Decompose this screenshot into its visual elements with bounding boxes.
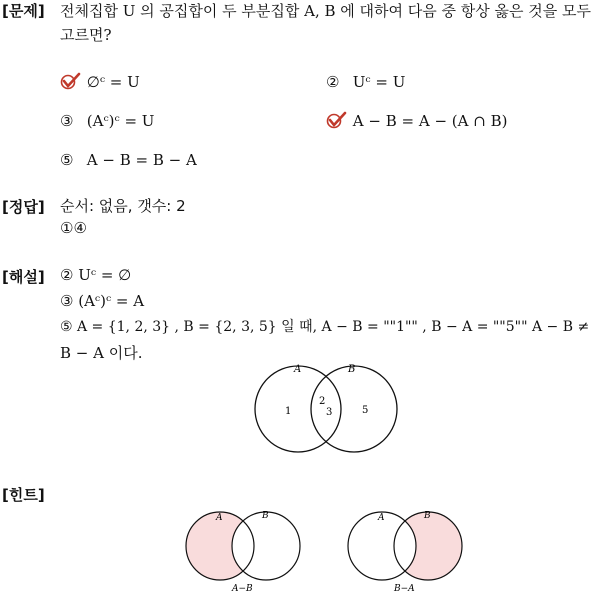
answer-line2: ①④: [60, 219, 87, 237]
answer-tag: [정답]: [2, 198, 45, 216]
check-mark-icon: [60, 72, 82, 90]
explanation-line1: ② Uᶜ = ∅: [60, 266, 132, 284]
venn-circle-b: [311, 366, 397, 452]
option-5-num: ⑤: [60, 151, 74, 169]
explanation-tag: [해설]: [2, 268, 45, 286]
hint2-label-a: A: [378, 513, 385, 523]
explanation-line4: B − A 이다.: [60, 344, 143, 362]
venn-diagram-a-minus-b: [180, 506, 310, 592]
hint2-label-b: B: [424, 511, 431, 521]
option-3-num: ③: [60, 112, 74, 130]
venn-label-b: B: [348, 364, 356, 375]
answer-line1: 순서: 없음, 갯수: 2: [60, 197, 186, 215]
hint1-label-b: B: [262, 511, 269, 521]
venn-region-left: 1: [285, 406, 292, 417]
option-2[interactable]: [326, 72, 405, 92]
check-mark-icon: [326, 111, 348, 129]
hint2-caption: B−A: [394, 584, 415, 592]
venn-region-center-top: 2: [319, 396, 326, 407]
option-5-expr: A − B = B − A: [86, 151, 197, 169]
problem-tag: [문제]: [2, 2, 45, 20]
venn-diagram-explanation: [244, 362, 404, 454]
venn-region-center-bottom: 3: [326, 407, 333, 418]
option-3-expr: (Aᶜ)ᶜ = U: [86, 112, 155, 130]
option-1[interactable]: [60, 72, 140, 92]
option-2-num: ②: [326, 73, 340, 91]
problem-text-line1: 전체집합 U 의 공집합이 두 부분집합 A, B 에 대하여 다음 중 항상 옳은 것을 모두: [60, 2, 591, 20]
problem-text-line2: 고르면?: [60, 26, 112, 44]
hint1-label-a: A: [216, 513, 223, 523]
hint-tag: [힌트]: [2, 486, 45, 504]
venn-region-right: 5: [362, 405, 369, 416]
option-5[interactable]: [60, 150, 197, 170]
option-3[interactable]: [60, 111, 154, 131]
venn-label-a: A: [294, 364, 302, 375]
explanation-line2: ③ (Aᶜ)ᶜ = A: [60, 292, 145, 310]
option-2-expr: Uᶜ = U: [352, 73, 406, 91]
option-4[interactable]: [326, 111, 507, 131]
option-1-expr: ∅ᶜ = U: [86, 73, 140, 91]
venn-diagram-b-minus-a: [342, 506, 472, 592]
explanation-line3: ⑤ A = {1, 2, 3} , B = {2, 3, 5} 일 때, A − B = ""1"" , B − A = ""5"" A − B ≠: [60, 319, 590, 335]
hint1-caption: A−B: [232, 584, 253, 592]
option-4-expr: A − B = A − (A ∩ B): [352, 112, 508, 130]
